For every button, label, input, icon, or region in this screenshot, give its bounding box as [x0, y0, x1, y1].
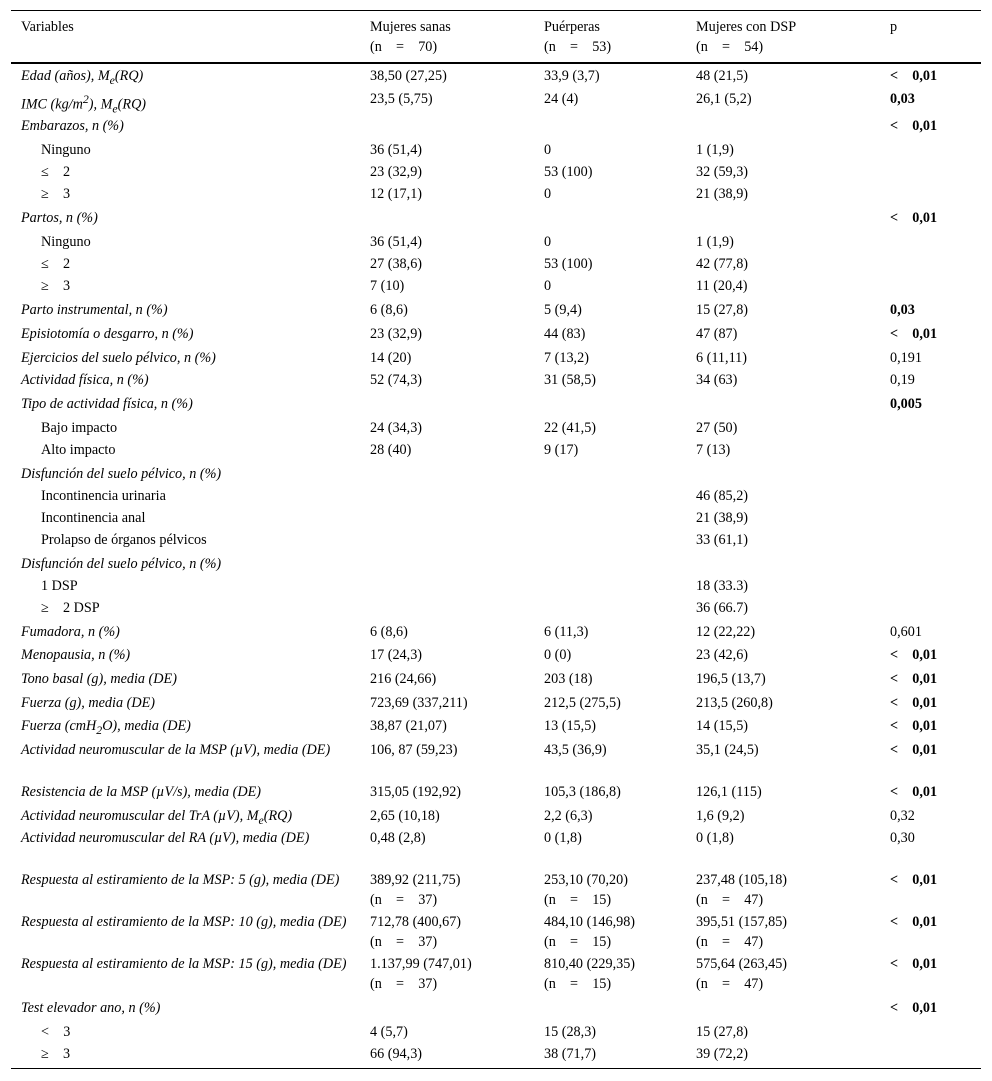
cell-col3-value: 33 (61,1) [696, 532, 749, 548]
cell-col2 [544, 806, 592, 826]
cell-col3 [696, 576, 748, 596]
cell-col2 [544, 740, 607, 760]
cell-col1 [370, 232, 422, 252]
cell-col3-value: 42 (77,8) [696, 256, 749, 272]
cell-col1-n: (n = 37) [370, 892, 438, 908]
cell-col1-value: 712,78 (400,67) [370, 914, 462, 930]
row-label: Disfunción del suelo pélvico, n (%) [21, 556, 222, 572]
cell-p-value: < 0,01 [890, 118, 938, 134]
cell-p-value: < 0,01 [890, 695, 938, 711]
cell-col2-n: (n = 15) [544, 892, 612, 908]
cell-col1-value: 17 (24,3) [370, 647, 423, 663]
cell-col2 [544, 324, 585, 344]
cell-col1 [370, 912, 461, 952]
cell-col2-value: 43,5 (36,9) [544, 742, 607, 758]
cell-col1-value: 6 (8,6) [370, 302, 408, 318]
cell-col2-value: 15 (28,3) [544, 1024, 597, 1040]
cell-col3-value: 23 (42,6) [696, 647, 749, 663]
row-label: ≥ 3 [41, 278, 71, 294]
cell-p-value: 0,601 [890, 624, 922, 640]
cell-col2 [544, 89, 578, 109]
cell-col2 [544, 716, 596, 736]
row-label-sup: 2 [82, 92, 89, 106]
cell-col1-value: 23 (32,9) [370, 164, 423, 180]
cell-col2 [544, 232, 551, 252]
cell-col3 [696, 1022, 748, 1042]
cell-col3-value: 14 (15,5) [696, 718, 749, 734]
cell-col2-value: 0 [544, 234, 552, 250]
cell-col2 [544, 66, 600, 86]
cell-col2 [544, 440, 578, 460]
cell-col2-value: 253,10 (70,20) [544, 872, 628, 888]
cell-col1 [370, 184, 422, 204]
cell-col3-value: 6 (11,11) [696, 350, 747, 366]
cell-col1 [370, 324, 422, 344]
cell-col1 [370, 954, 472, 994]
cell-col3 [696, 740, 759, 760]
row-label: Alto impacto [41, 442, 116, 458]
cell-col1-value: 4 (5,7) [370, 1024, 408, 1040]
cell-col2 [544, 693, 621, 713]
row-label: < 3 [41, 1024, 71, 1040]
cell-col2-value: 9 (17) [544, 442, 579, 458]
cell-p-value: < 0,01 [890, 872, 938, 888]
cell-col3-value: 34 (63) [696, 372, 738, 388]
cell-col3-value: 18 (33.3) [696, 578, 749, 594]
cell-col3-value: 48 (21,5) [696, 68, 749, 84]
cell-col1 [370, 89, 433, 109]
cell-p-value: < 0,01 [890, 956, 938, 972]
cell-col3 [696, 598, 748, 618]
row-label: Ninguno [41, 142, 91, 158]
cell-col3-value: 11 (20,4) [696, 278, 748, 294]
cell-col2-value: 22 (41,5) [544, 420, 597, 436]
cell-col1-value: 24 (34,3) [370, 420, 423, 436]
cell-col2 [544, 828, 582, 848]
cell-col2 [544, 669, 592, 689]
cell-col2 [544, 276, 551, 296]
cell-p-value: 0,03 [890, 302, 915, 318]
cell-col3 [696, 530, 748, 550]
cell-col2 [544, 140, 551, 160]
cell-col2 [544, 370, 596, 390]
cell-col3-value: 575,64 (263,45) [696, 956, 788, 972]
row-label: ≤ 2 [41, 256, 71, 272]
cell-col3 [696, 440, 730, 460]
row-label: ≥ 3 [41, 186, 71, 202]
cell-col1 [370, 1044, 422, 1064]
cell-col3 [696, 693, 773, 713]
cell-col3-value: 213,5 (260,8) [696, 695, 773, 711]
row-label-sub: e [258, 812, 264, 827]
cell-col1-value: 106, 87 (59,23) [370, 742, 458, 758]
cell-col3-value: 126,1 (115) [696, 784, 762, 800]
cell-col2-value: 0 (0) [544, 647, 572, 663]
cell-col3 [696, 508, 748, 528]
cell-p-value: 0,191 [890, 350, 922, 366]
row-label: Ninguno [41, 234, 91, 250]
cell-col3 [696, 806, 744, 826]
cell-col2 [544, 1044, 596, 1064]
header-col2-title: Puérperas [544, 19, 600, 35]
cell-col3-value: 21 (38,9) [696, 510, 749, 526]
cell-col2-value: 0 [544, 278, 552, 294]
cell-col1 [370, 716, 447, 736]
cell-col3 [696, 232, 734, 252]
cell-col3-value: 395,51 (157,85) [696, 914, 788, 930]
row-label: Fuerza (g), media (DE) [21, 695, 155, 711]
cell-col3-value: 35,1 (24,5) [696, 742, 759, 758]
cell-col1-value: 723,69 (337,211) [370, 695, 468, 711]
cell-col1-value: 38,87 (21,07) [370, 718, 447, 734]
cell-p-value: 0,32 [890, 808, 915, 824]
cell-col3 [696, 486, 748, 506]
cell-col3 [696, 254, 748, 274]
row-label: Respuesta al estiramiento de la MSP: 15 (g), media (DE) [21, 956, 347, 972]
header-col1-n: (n = 70) [370, 39, 438, 55]
row-label: Respuesta al estiramiento de la MSP: 5 (g), media (DE) [21, 872, 340, 888]
cell-col3 [696, 622, 755, 642]
header-p: p [890, 19, 898, 35]
cell-col3 [696, 300, 748, 320]
cell-col3 [696, 418, 737, 438]
cell-p-value: < 0,01 [890, 671, 938, 687]
cell-col3 [696, 162, 748, 182]
cell-col3 [696, 1044, 748, 1064]
row-label: Ejercicios del suelo pélvico, n (%) [21, 350, 216, 366]
header-col2 [544, 17, 611, 57]
cell-col3-value: 36 (66.7) [696, 600, 749, 616]
cell-col1 [370, 300, 408, 320]
cell-col1-value: 315,05 (192,92) [370, 784, 462, 800]
cell-col1-value: 6 (8,6) [370, 624, 408, 640]
cell-p-value: < 0,01 [890, 914, 938, 930]
row-label: ≤ 2 [41, 164, 71, 180]
cell-col1 [370, 1022, 408, 1042]
header-col3-title: Mujeres con DSP [696, 19, 797, 35]
cell-col1 [370, 740, 457, 760]
cell-col2-value: 38 (71,7) [544, 1046, 597, 1062]
cell-col3-value: 27 (50) [696, 420, 738, 436]
row-label: Tipo de actividad física, n (%) [21, 396, 193, 412]
cell-col2 [544, 1022, 596, 1042]
row-label: Tono basal (g), media (DE) [21, 671, 177, 687]
cell-col2-value: 31 (58,5) [544, 372, 597, 388]
cell-col1-value: 36 (51,4) [370, 142, 423, 158]
row-label: Test elevador ano, n (%) [21, 1000, 161, 1016]
cell-col3 [696, 89, 752, 109]
cell-p-value: < 0,01 [890, 647, 938, 663]
cell-col3-value: 196,5 (13,7) [696, 671, 766, 687]
cell-col3-value: 1 (1,9) [696, 234, 734, 250]
cell-col2 [544, 418, 596, 438]
cell-col2 [544, 912, 635, 952]
cell-col3-value: 26,1 (5,2) [696, 91, 752, 107]
cell-p-value: < 0,01 [890, 326, 938, 342]
cell-col3-value: 1,6 (9,2) [696, 808, 745, 824]
cell-col1 [370, 370, 422, 390]
cell-p-value: 0,03 [890, 91, 915, 107]
header-rule [11, 62, 981, 64]
header-col1-title: Mujeres sanas [370, 19, 451, 35]
cell-col3 [696, 370, 737, 390]
cell-col2 [544, 162, 592, 182]
row-label: Partos, n (%) [21, 210, 98, 226]
cell-col3-value: 237,48 (105,18) [696, 872, 788, 888]
cell-col2-value: 810,40 (229,35) [544, 956, 636, 972]
cell-p-value: 0,30 [890, 830, 915, 846]
row-label: Disfunción del suelo pélvico, n (%) [21, 466, 222, 482]
cell-p-value: < 0,01 [890, 210, 938, 226]
cell-col1 [370, 418, 422, 438]
cell-col1 [370, 645, 422, 665]
cell-col1 [370, 162, 422, 182]
cell-col1 [370, 782, 461, 802]
cell-col1-value: 216 (24,66) [370, 671, 437, 687]
header-variables: Variables [21, 19, 74, 35]
cell-col1-value: 389,92 (211,75) [370, 872, 461, 888]
cell-col3 [696, 954, 787, 994]
cell-col1-value: 52 (74,3) [370, 372, 423, 388]
cell-col3 [696, 276, 748, 296]
cell-col1-value: 27 (38,6) [370, 256, 423, 272]
cell-col1-value: 14 (20) [370, 350, 412, 366]
row-label: IMC $(kg/m^2)$, $M_e(RQ)$ [21, 92, 147, 116]
cell-col3-value: 21 (38,9) [696, 186, 749, 202]
cell-p-value: 0,005 [890, 396, 922, 412]
cell-col2 [544, 622, 588, 642]
cell-col2-value: 484,10 (146,98) [544, 914, 636, 930]
cell-col3-value: 46 (85,2) [696, 488, 749, 504]
row-label: Fumadora, n (%) [21, 624, 120, 640]
row-label: Respuesta al estiramiento de la MSP: 10 (g), media (DE) [21, 914, 347, 930]
row-label: Actividad física, n (%) [21, 372, 149, 388]
header-col2-n: (n = 53) [544, 39, 612, 55]
cell-col1-value: 2,65 (10,18) [370, 808, 440, 824]
row-label: Edad (años), $M_e(RQ)$ [21, 68, 144, 87]
cell-col3-n: (n = 47) [696, 934, 764, 950]
cell-col1-value: 28 (40) [370, 442, 412, 458]
row-label: Menopausia, n (%) [21, 647, 131, 663]
cell-col3-value: 1 (1,9) [696, 142, 734, 158]
cell-col3 [696, 140, 734, 160]
cell-col3-value: 47 (87) [696, 326, 738, 342]
cell-p-value: < 0,01 [890, 784, 938, 800]
cell-col3 [696, 324, 737, 344]
cell-col1-value: 23,5 (5,75) [370, 91, 433, 107]
cell-col1-value: 66 (94,3) [370, 1046, 423, 1062]
cell-col2 [544, 300, 582, 320]
cell-col2-value: 53 (100) [544, 164, 593, 180]
cell-col1 [370, 693, 468, 713]
row-label-sub: 2 [96, 722, 103, 737]
cell-col2-value: 5 (9,4) [544, 302, 582, 318]
cell-col2-value: 203 (18) [544, 671, 593, 687]
cell-col1 [370, 254, 422, 274]
row-label: Embarazos, n (%) [21, 118, 124, 134]
cell-col3-n: (n = 47) [696, 892, 764, 908]
row-label: ≥ 3 [41, 1046, 71, 1062]
cell-p-value: < 0,01 [890, 68, 938, 84]
cell-col3-value: 7 (13) [696, 442, 731, 458]
cell-col3 [696, 66, 748, 86]
cell-col3-value: 15 (27,8) [696, 302, 749, 318]
cell-col1-n: (n = 37) [370, 976, 438, 992]
cell-col1 [370, 66, 447, 86]
header-col3 [696, 17, 796, 57]
cell-col1-value: 1.137,99 (747,01) [370, 956, 472, 972]
cell-col3-value: 0 (1,8) [696, 830, 734, 846]
cell-col1 [370, 669, 436, 689]
cell-col2-n: (n = 15) [544, 976, 612, 992]
cell-col2 [544, 954, 635, 994]
cell-col2-value: 2,2 (6,3) [544, 808, 593, 824]
row-label: ≥ 2 DSP [41, 600, 100, 616]
cell-col1-value: 36 (51,4) [370, 234, 423, 250]
table-top-rule [11, 10, 981, 11]
cell-col2-value: 33,9 (3,7) [544, 68, 600, 84]
row-label: Parto instrumental, n (%) [21, 302, 168, 318]
cell-col2 [544, 184, 551, 204]
cell-col1 [370, 622, 408, 642]
cell-col1-n: (n = 37) [370, 934, 438, 950]
cell-col2-value: 0 (1,8) [544, 830, 582, 846]
cell-col1 [370, 806, 440, 826]
table-bottom-rule [11, 1068, 981, 1069]
row-label: Fuerza (cmH$_2$O), media (DE) [21, 718, 191, 737]
row-label-sub: e [112, 101, 118, 116]
cell-col2 [544, 254, 592, 274]
cell-col2 [544, 782, 621, 802]
row-label: Bajo impacto [41, 420, 118, 436]
cell-col1-value: 0,48 (2,8) [370, 830, 426, 846]
cell-col3-n: (n = 47) [696, 976, 764, 992]
cell-p-value: < 0,01 [890, 718, 938, 734]
cell-col2-value: 53 (100) [544, 256, 593, 272]
cell-col3 [696, 645, 748, 665]
cell-col2-value: 13 (15,5) [544, 718, 597, 734]
row-label: Actividad neuromuscular de la MSP (µV), media (DE) [21, 742, 331, 758]
cell-col1 [370, 276, 404, 296]
row-label: Resistencia de la MSP (µV/s), media (DE) [21, 784, 261, 800]
cell-col2-value: 0 [544, 186, 552, 202]
row-label: Actividad neuromuscular del RA (µV), media (DE) [21, 830, 310, 846]
row-label-sub: e [109, 72, 115, 87]
cell-col3-value: 15 (27,8) [696, 1024, 749, 1040]
cell-col2-value: 6 (11,3) [544, 624, 589, 640]
header-col3-n: (n = 54) [696, 39, 764, 55]
cell-col3 [696, 716, 748, 736]
cell-p-value: < 0,01 [890, 1000, 938, 1016]
header-col1 [370, 17, 451, 57]
cell-col1 [370, 348, 411, 368]
row-label: Actividad neuromuscular del TrA (µV), $M_e(RQ)$ [21, 808, 293, 827]
cell-col2-value: 24 (4) [544, 91, 579, 107]
cell-col2 [544, 870, 628, 910]
cell-col2-value: 44 (83) [544, 326, 586, 342]
cell-col3 [696, 782, 762, 802]
cell-p-value: < 0,01 [890, 742, 938, 758]
cell-col3 [696, 870, 787, 910]
cell-col1-value: 7 (10) [370, 278, 405, 294]
cell-col3-value: 32 (59,3) [696, 164, 749, 180]
row-label: Incontinencia urinaria [41, 488, 166, 504]
cell-col1 [370, 140, 422, 160]
cell-col1 [370, 828, 426, 848]
cell-col1 [370, 440, 411, 460]
cell-col3 [696, 912, 787, 952]
cell-col3 [696, 348, 747, 368]
row-label: Incontinencia anal [41, 510, 146, 526]
cell-col2-value: 7 (13,2) [544, 350, 589, 366]
cell-col3-value: 39 (72,2) [696, 1046, 749, 1062]
cell-col2-value: 0 [544, 142, 552, 158]
row-label: Prolapso de órganos pélvicos [41, 532, 207, 548]
row-label: 1 DSP [41, 578, 78, 594]
cell-col2 [544, 645, 571, 665]
cell-col1-value: 23 (32,9) [370, 326, 423, 342]
cell-col3 [696, 828, 734, 848]
cell-col1 [370, 870, 461, 910]
cell-col3 [696, 184, 748, 204]
cell-p-value: 0,19 [890, 372, 915, 388]
cell-col2-value: 212,5 (275,5) [544, 695, 621, 711]
cell-col1-value: 38,50 (27,25) [370, 68, 447, 84]
cell-col1-value: 12 (17,1) [370, 186, 423, 202]
row-label: Episiotomía o desgarro, n (%) [21, 326, 194, 342]
cell-col2 [544, 348, 589, 368]
cell-col3-value: 12 (22,22) [696, 624, 756, 640]
cell-col3 [696, 669, 766, 689]
cell-col2-value: 105,3 (186,8) [544, 784, 621, 800]
cell-col2-n: (n = 15) [544, 934, 612, 950]
